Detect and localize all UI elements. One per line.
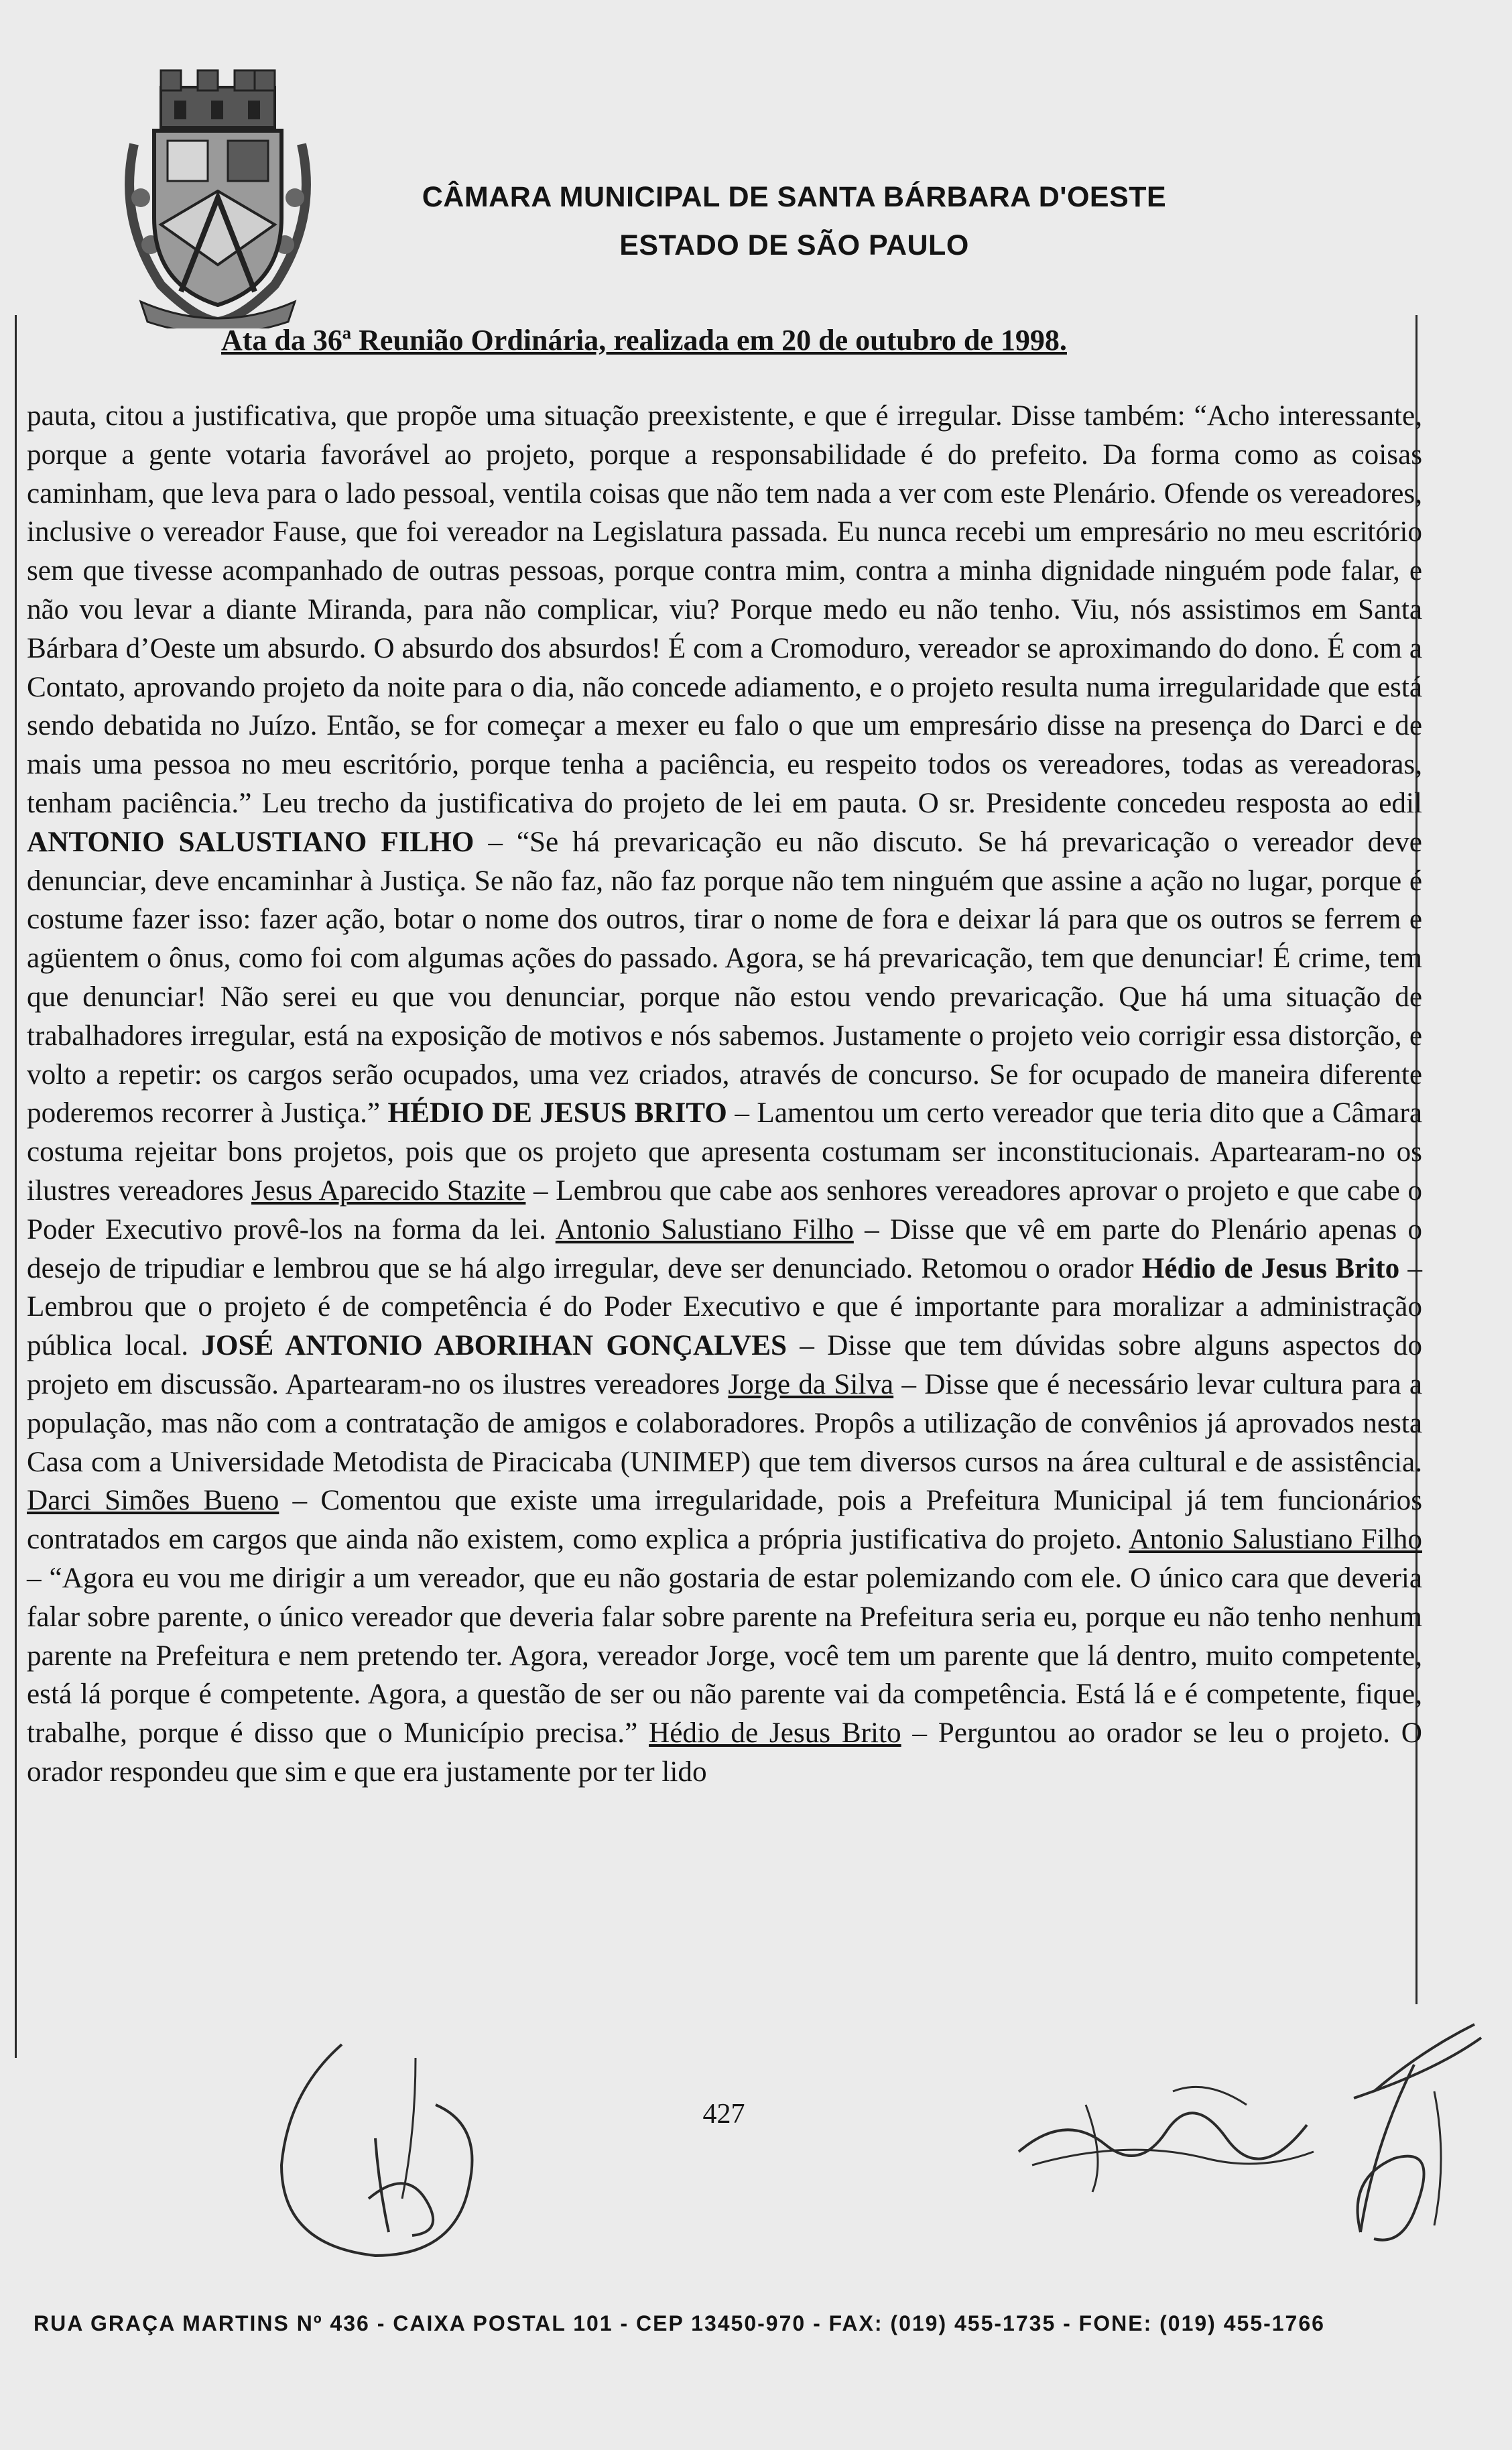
text-segment: – Lembrou que cabe aos senhores vereadores aprovar o projeto e que cabe o Poder Executivo provê-los na forma da lei.	[27, 1174, 1423, 1245]
text-segment: – Disse que vê em parte do Plenário apenas o desejo de tripudiar e lembrou que se há algo irregular, deve ser denunciado. Retomou o orador	[27, 1213, 1422, 1284]
aparte-name: Darci Simões Bueno	[27, 1485, 279, 1517]
footer-address: RUA GRAÇA MARTINS Nº 436 - CAIXA POSTAL 101 - CEP 13450-970 - FAX: (019) 455-1735 - FONE: (019) 455-1766	[34, 2311, 1325, 2335]
councilor-name: Hédio de Jesus Brito	[1141, 1252, 1400, 1284]
minutes-title: Ata da 36ª Reunião Ordinária, realizada em 20 de outubro de 1998.	[221, 324, 1067, 357]
aparte-name: Jesus Aparecido Stazite	[251, 1174, 526, 1207]
signature-right-icon	[1334, 2011, 1488, 2252]
coat-of-arms-icon	[114, 64, 322, 328]
text-segment: – Lamentou um certo vereador que teria dito que a Câmara costuma rejeitar bons projetos, pois que os projeto que apresenta costumam ser inconstitucionais. Apartearam-no os ilustres vereadores	[27, 1097, 1422, 1207]
signature-left-icon	[261, 2031, 543, 2272]
institution-name: CÂMARA MUNICIPAL DE SANTA BÁRBARA D'OESTE	[422, 181, 1167, 213]
aparte-name: Jorge da Silva	[728, 1368, 894, 1400]
minutes-paragraph	[27, 397, 1422, 1792]
text-segment: pauta, citou a justificativa, que propõe uma situação preexistente, e que é irregular. Disse também: “Acho interessante, porque a gente votaria favorável ao projeto, porque a responsabilidade é do prefeito. Da forma como as coisas caminham, que leva para o lado pessoal, ventila coisas que não tem nada a ver com este Plenário. Ofende os vereadores, inclusive o vereador Fause, que foi vereador na Legislatura passada. Eu nunca recebi um empresário no meu escritório sem que tivesse acompanhado de outras pessoas, porque contra mim, contra a minha dignidade ninguém pode falar, e não vou levar a diante Miranda, para não complicar, viu? Porque medo eu não tenho. Viu, nós assistimos em Santa Bárbara d’Oeste um absurdo. O absurdo dos absurdos! É com a Cromoduro, vereador se aproximando do dono. É com a Contato, aprovando projeto da noite para o dia, não concede adiamento, e o projeto resulta numa irregularidade que está sendo debatida no Juízo. Então, se for começar a mexer eu falo o que um empresário disse na presença do Darci e de mais uma pessoa no meu escritório, porque tenha a paciência, eu respeito todos os vereadores, todas as vereadoras, tenham paciência.” Leu trecho da justificativa do projeto de lei em pauta. O sr. Presidente concedeu resposta ao edil	[27, 400, 1422, 819]
minutes-body	[27, 397, 1422, 1792]
text-segment: – Disse que é necessário levar cultura para a população, mas não com a contratação de amigos e colaboradores. Propôs a utilização de convênios já aprovados nesta Casa com a Universidade Metodista de Piracicaba (UNIMEP) que tem diversos cursos na área cultural e de assistência.	[27, 1368, 1422, 1478]
councilor-name: ANTONIO SALUSTIANO FILHO	[27, 826, 475, 858]
text-segment: – Lembrou que o projeto é de competência é do Poder Executivo e que é importante para moralizar a administração pública local.	[27, 1252, 1423, 1362]
signature-middle-icon	[1005, 2051, 1327, 2205]
left-margin-rule	[15, 315, 17, 2058]
aparte-name: Hédio de Jesus Brito	[649, 1717, 901, 1750]
councilor-name: JOSÉ ANTONIO ABORIHAN GONÇALVES	[201, 1330, 788, 1362]
text-segment: – Perguntou ao orador se leu o projeto. O orador respondeu que sim e que era justamente por ter lido	[27, 1717, 1422, 1788]
councilor-name: HÉDIO DE JESUS BRITO	[387, 1097, 727, 1129]
aparte-name: Antonio Salustiano Filho	[555, 1213, 854, 1245]
text-segment: – “Agora eu vou me dirigir a um vereador, que eu não gostaria de estar polemizando com ele. O único cara que deveria falar sobre parente, o único vereador que deveria falar sobre parente na Prefeitura seria eu, porque eu não tenho nenhum parente na Prefeitura e nem pretendo ter. Agora, vereador Jorge, você tem um parente que lá dentro, muito competente, está lá porque é competente. Agora, a questão de ser ou não parente vai da competência. Está lá e é competente, fique, trabalhe, porque é disso que o Município precisa.”	[27, 1562, 1422, 1750]
text-segment: – “Se há prevaricação eu não discuto. Se há prevaricação o vereador deve denunciar, deve encaminhar à Justiça. Se não faz, não faz porque não tem ninguém que assine a ação no lugar, porque é costume fazer isso: fazer ação, botar o nome dos outros, tirar o nome de fora e deixar lá para que os outros se ferrem e agüentem o ônus, como foi com algumas ações do passado. Agora, se há prevaricação, tem que denunciar! É crime, tem que denunciar! Não serei eu que vou denunciar, porque não estou vendo prevaricação. Que há uma situação de trabalhadores irregular, está na exposição de motivos e nós sabemos. Justamente o projeto veio corrigir essa distorção, e volto a repetir: os cargos serão ocupados, uma vez criados, através de concurso. Se for ocupado de maneira diferente poderemos recorrer à Justiça.”	[27, 826, 1422, 1129]
text-segment: – Comentou que existe uma irregularidade, pois a Prefeitura Municipal já tem funcionários contratados em cargos que ainda não existem, como explica a própria justificativa do projeto.	[27, 1485, 1423, 1556]
text-segment: – Disse que tem dúvidas sobre alguns aspectos do projeto em discussão. Apartearam-no os ilustres vereadores	[27, 1330, 1423, 1400]
page-number: 427	[702, 2099, 745, 2130]
aparte-name: Antonio Salustiano Filho	[1129, 1524, 1422, 1556]
state-name: ESTADO DE SÃO PAULO	[619, 229, 969, 261]
